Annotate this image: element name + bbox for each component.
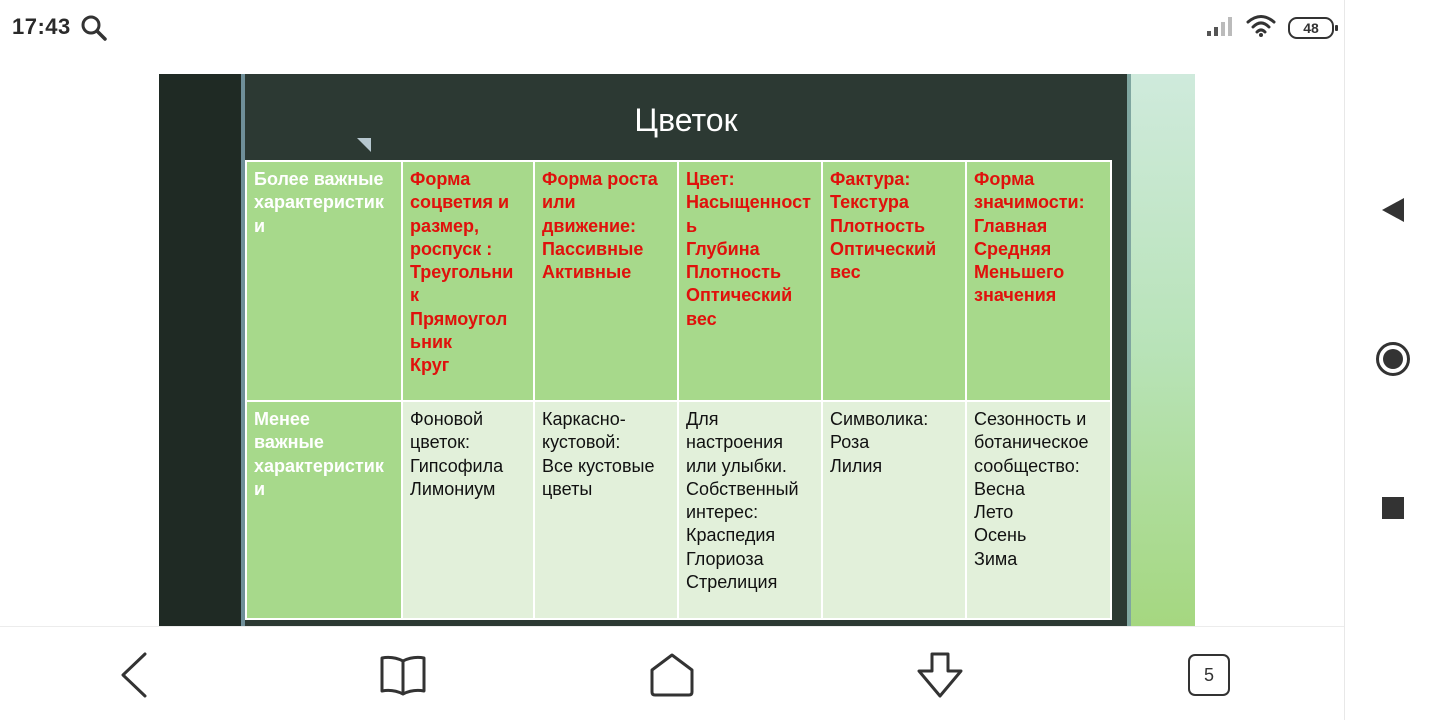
home-house-icon[interactable] [642, 645, 702, 705]
status-bar [0, 0, 1344, 56]
cell-line: Осень [974, 525, 1027, 546]
battery-indicator: 48 [1288, 17, 1334, 39]
table-cell [534, 401, 678, 619]
cell-line: роспуск : [410, 238, 493, 259]
cell-line: Зима [974, 548, 1018, 569]
table-row [246, 401, 1111, 619]
cell-line: размер, [410, 215, 480, 236]
table-cell [966, 161, 1111, 401]
cell-line: интерес: [686, 502, 759, 523]
cell-line: важные [254, 432, 324, 453]
cell-line: Плотность [686, 262, 782, 283]
cell-line: Лимониум [410, 478, 496, 499]
characteristics-table [245, 160, 1112, 620]
cell-line: Все кустовые [542, 455, 655, 476]
cell-line: ьник [410, 332, 453, 353]
search-icon[interactable] [80, 14, 108, 42]
cell-line: и [254, 215, 266, 236]
cell-line: Роза [830, 432, 870, 453]
table-cell [822, 401, 966, 619]
slide-title: Цветок [634, 102, 738, 138]
signal-icon [1206, 15, 1234, 42]
cell-line: Каркасно- [542, 409, 626, 429]
cell-line: ботаническое [974, 432, 1089, 453]
table-cell [966, 401, 1111, 619]
table-cell [534, 161, 678, 401]
cell-line: цветок: [410, 432, 471, 453]
table-cell [678, 161, 822, 401]
browser-bottom-bar [0, 626, 1344, 720]
cell-line: Лето [974, 502, 1014, 523]
recents-square-icon[interactable] [1369, 484, 1417, 532]
cell-line: Собственный [686, 478, 799, 499]
table-cell [402, 161, 534, 401]
cell-line: Сезонность и [974, 409, 1087, 429]
back-chevron-icon[interactable] [104, 645, 164, 705]
cell-line: Прямоугол [410, 308, 508, 329]
cell-line: Лилия [830, 455, 883, 476]
cell-line: Глориоза [686, 548, 764, 569]
cell-line: значимости: [974, 192, 1085, 213]
cell-line: движение: [542, 215, 637, 236]
cell-line: Форма роста [542, 169, 658, 189]
slide-right-band [1127, 74, 1195, 626]
bookmarks-book-icon[interactable] [373, 645, 433, 705]
cell-line: значения [974, 285, 1057, 306]
cell-line: Для [686, 409, 719, 429]
cell-line: и [254, 478, 266, 499]
table-row [246, 161, 1111, 401]
home-circle-icon[interactable] [1369, 335, 1417, 383]
cell-line: Фактура: [830, 169, 911, 189]
cell-line: Плотность [830, 215, 926, 236]
cell-line: Краспедия [686, 525, 776, 546]
tabs-count[interactable]: 5 [1188, 654, 1230, 696]
cell-line: кустовой: [542, 432, 621, 453]
status-indicators [1206, 14, 1334, 42]
cell-line: характеристик [254, 192, 384, 213]
table-cell [678, 401, 822, 619]
presentation-slide [159, 74, 1195, 626]
cell-line: соцветия и [410, 192, 510, 213]
cell-line: настроения [686, 432, 783, 453]
cell-line: ь [686, 215, 698, 236]
system-nav-bar [1344, 0, 1440, 720]
wifi-icon [1246, 14, 1276, 43]
cell-line: Весна [974, 478, 1025, 499]
cell-line: Круг [410, 355, 450, 376]
cell-line: Более важные [254, 169, 384, 189]
cell-line: вес [830, 262, 861, 283]
status-time: 17:43 [12, 14, 71, 39]
cell-line: Средняя [974, 238, 1052, 259]
cell-line: Фоновой [410, 409, 484, 429]
cell-line: Треугольни [410, 262, 514, 283]
cell-line: сообщество: [974, 455, 1080, 476]
cell-line: Глубина [686, 238, 760, 259]
row-header-cell [246, 161, 402, 401]
cell-line: Гипсофила [410, 455, 504, 476]
cell-line: вес [686, 308, 717, 329]
cell-line: Оптический [830, 238, 937, 259]
cell-line: Активные [542, 262, 632, 283]
cell-line: Пассивные [542, 238, 644, 259]
cell-line: цветы [542, 478, 593, 499]
table-cell [402, 401, 534, 619]
row-header-cell [246, 401, 402, 619]
cell-line: Символика: [830, 409, 929, 429]
cell-line: Главная [974, 215, 1048, 236]
document-viewer[interactable] [0, 56, 1344, 626]
cell-line: характеристик [254, 455, 384, 476]
cell-line: Менее [254, 409, 310, 429]
cell-line: Насыщенност [686, 192, 811, 213]
download-arrow-icon[interactable] [910, 645, 970, 705]
slide-corner-marker [357, 138, 371, 152]
cell-line: или [542, 192, 576, 213]
cell-line: Цвет: [686, 169, 735, 189]
cell-line: Форма [410, 169, 471, 189]
cell-line: Оптический [686, 285, 793, 306]
back-triangle-icon[interactable] [1369, 186, 1417, 234]
tabs-counter-button[interactable] [1179, 645, 1239, 705]
cell-line: Текстура [830, 192, 909, 213]
cell-line: Меньшего [974, 262, 1065, 283]
cell-line: или улыбки. [686, 455, 787, 476]
slide-left-band [159, 74, 241, 626]
table-cell [822, 161, 966, 401]
cell-line: к [410, 285, 420, 306]
cell-line: Форма [974, 169, 1035, 189]
cell-line: Стрелиция [686, 572, 778, 593]
